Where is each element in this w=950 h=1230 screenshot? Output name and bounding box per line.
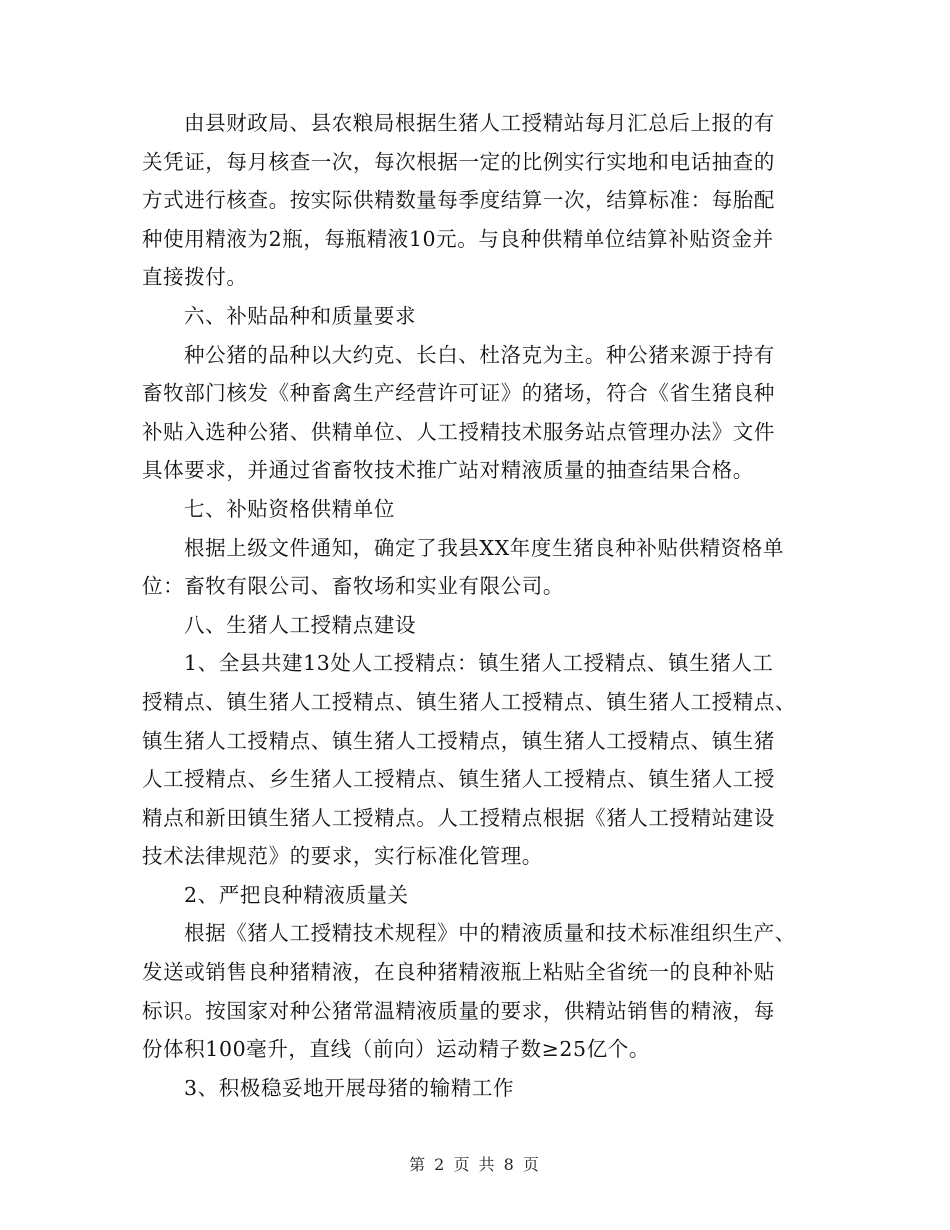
text-line: 六、补贴品种和质量要求 [184,303,417,328]
paragraph [142,529,810,606]
text-line: 由县财政局、县农粮局根据生猪人工授精站每月汇总后上报的有 [184,111,775,135]
text-line: 份体积100毫升，直线（前向）运动精子数≥25亿个。 [142,1037,650,1062]
text-line: 根据《猪人工授精技术规程》中的精液质量和技术标准组织生产、 [184,921,796,946]
text-line: 镇生猪人工授精点、镇生猪人工授精点，镇生猪人工授精点、镇生猪 [142,728,775,753]
paragraph [142,914,810,1068]
text-line: 技术法律规范》的要求，实行标准化管理。 [142,844,543,869]
text-line: 发送或销售良种猪精液，在良种猪精液瓶上粘贴全省统一的良种补贴 [142,960,775,985]
text-line: 种使用精液为2瓶，每瓶精液10元。与良种供精单位结算补贴资金并 [142,226,774,251]
text-line: 八、生猪人工授精点建设 [184,612,417,637]
text-line: 七、补贴资格供精单位 [184,496,395,521]
page-footer: 第 2 页 共 8 页 [409,1155,541,1174]
paragraph [142,606,810,645]
paragraph [142,644,810,876]
paragraph [142,490,810,529]
paragraph [142,297,810,336]
text-line: 具体要求，并通过省畜牧技术推广站对精液质量的抽查结果合格。 [142,458,754,483]
text-line: 2、严把良种精液质量关 [184,882,409,907]
text-line: 直接拨付。 [142,265,248,290]
text-line: 3、积极稳妥地开展母猪的输精工作 [184,1075,515,1100]
text-line: 关凭证，每月核查一次，每次根据一定的比例实行实地和电话抽查的 [142,149,775,174]
text-line: 补贴入选种公猪、供精单位、人工授精技术服务站点管理办法》文件 [142,419,775,444]
paragraph [142,336,810,490]
text-line: 根据上级文件通知，确定了我县XX年度生猪良种补贴供精资格单 [184,535,785,560]
text-line: 方式进行核查。按实际供精数量每季度结算一次，结算标准：每胎配 [142,188,775,213]
text-line: 位：畜牧有限公司、畜牧场和实业有限公司。 [142,574,564,599]
text-line: 标识。按国家对种公猪常温精液质量的要求，供精站销售的精液，每 [142,998,775,1023]
text-line: 种公猪的品种以大约克、长白、杜洛克为主。种公猪来源于持有 [184,342,775,367]
text-line: 精点和新田镇生猪人工授精点。人工授精点根据《猪人工授精站建设 [142,805,775,830]
paragraph [142,876,810,915]
paragraph [142,1069,810,1108]
text-line: 畜牧部门核发《种畜禽生产经营许可证》的猪场，符合《省生猪良种 [142,381,775,406]
text-line: 人工授精点、乡生猪人工授精点、镇生猪人工授精点、镇生猪人工授 [142,767,775,792]
document-body [142,104,810,1107]
text-line: 授精点、镇生猪人工授精点、镇生猪人工授精点、镇生猪人工授精点、 [142,689,797,714]
paragraph [142,104,810,297]
text-line: 1、全县共建13处人工授精点：镇生猪人工授精点、镇生猪人工 [184,651,774,676]
